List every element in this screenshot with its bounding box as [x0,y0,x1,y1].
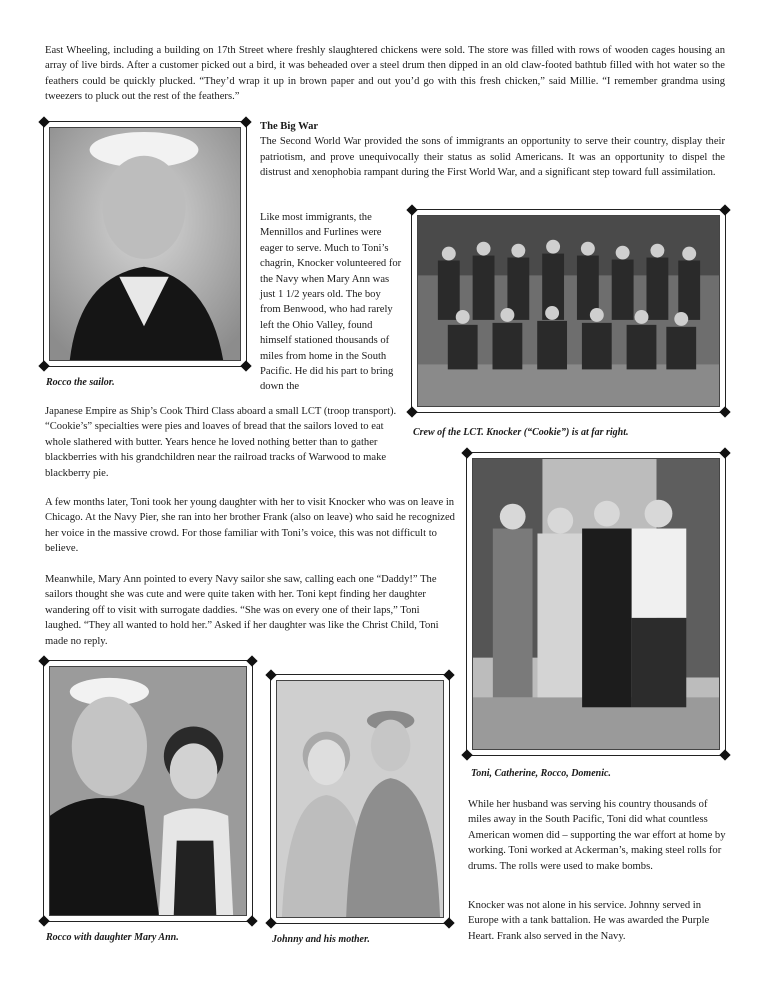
caption-rocco-daughter: Rocco with daughter Mary Ann. [46,932,179,943]
big-war-heading: The Big War [260,121,319,132]
big-war-text: The Second World War provided the sons of immigrants an opportunity to serve their country, display their patriotism, and prove unequivocally their status as solid Americans. It was an opportunity to dispel the distrust and xenophobia rampant during the First World War, and a significant step toward full assimilation. [260,136,725,179]
eager-paragraph [260,210,402,395]
big-war-section [260,119,725,181]
chicago-text: A few months later, Toni took her young daughter with her to visit Knocker who was on leave in Chicago. At the Navy Pier, she ran into her brother Frank (also on leave) who said he recognized her voice in the massive crowd. For those familiar with Toni’s voice, this was not difficult to believe. [45,497,455,555]
caption-family-four: Toni, Catherine, Rocco, Domenic. [471,768,611,779]
japanese-paragraph [45,404,402,481]
daddy-text: Meanwhile, Mary Ann pointed to every Navy sailor she saw, calling each one “Daddy!” The sailors thought she was cute and were quite taken with her. Toni kept finding her daughter wandering off to visit with surrogate daddies. “She was on every one of their laps,” Toni laughed. “They all wanted to hold her.” Asked if her daughter was like the Christ Child, Toni made no reply. [45,574,439,647]
photo-family-four [466,452,726,756]
caption-rocco-sailor: Rocco the sailor. [46,377,115,388]
photo-rocco-sailor [43,121,247,367]
eager-text: Like most immigrants, the Mennillos and Furlines were eager to serve. Much to Toni’s chagrin, Knocker volunteered for the Navy when Mary Ann was just 1 1/2 years old. The boy from Benwood, who had rarely left the Ohio Valley, found himself stationed thousands of miles from home in the South Pacific. He did his part to bring down the [260,212,402,393]
home-front-paragraph [468,797,726,874]
caption-johnny-mother: Johnny and his mother. [272,934,370,945]
family-group-image [473,459,719,749]
intro-paragraph [45,43,725,105]
crew-group-image [418,216,719,406]
home-front-text: While her husband was serving his country thousands of miles away in the South Pacific, Toni did what countless American women did – supporting the war effort at home by working. Toni worked at Ackerman’s, making steel rolls for drums. The rolls were used to make bombs. [468,799,726,872]
japanese-text: Japanese Empire as Ship’s Cook Third Class aboard a small LCT (troop transport). “Cookie’s” specialties were pies and loaves of bread that the sailors loved to eat whole slathered with butter. Years hence he loved nothing better than to gather blackberries with his grandchildren near the railroad tracks of Warwood to make blackberry pie. [45,406,397,479]
sailor-portrait-image [50,128,240,360]
daddy-paragraph [45,572,455,649]
photo-johnny-mother [270,674,450,924]
service-paragraph [468,898,726,944]
caption-lct-crew: Crew of the LCT. Knocker (“Cookie”) is at far right. [413,427,629,438]
chicago-paragraph [45,495,455,557]
photo-lct-crew [411,209,726,413]
photo-rocco-daughter [43,660,253,922]
rocco-daughter-image [50,667,246,915]
intro-text: East Wheeling, including a building on 17th Street where freshly slaughtered chickens were sold. The store was filled with rows of wooden cages housing an array of live birds. After a customer picked out a bird, it was beheaded over a steel drum then dipped in an old claw-footed bathtub filled with hot water so the feathers could be quickly plucked. “They’d wrap it up in brown paper and out you’d go with this fresh chicken,” said Millie. “I remember grandma using tweezers to pluck out the rest of the feathers.” [45,45,725,103]
service-text: Knocker was not alone in his service. Johnny served in Europe with a tank battalion. He was awarded the Purple Heart. Frank also served in the Navy. [468,900,710,942]
johnny-mother-image [277,681,443,917]
